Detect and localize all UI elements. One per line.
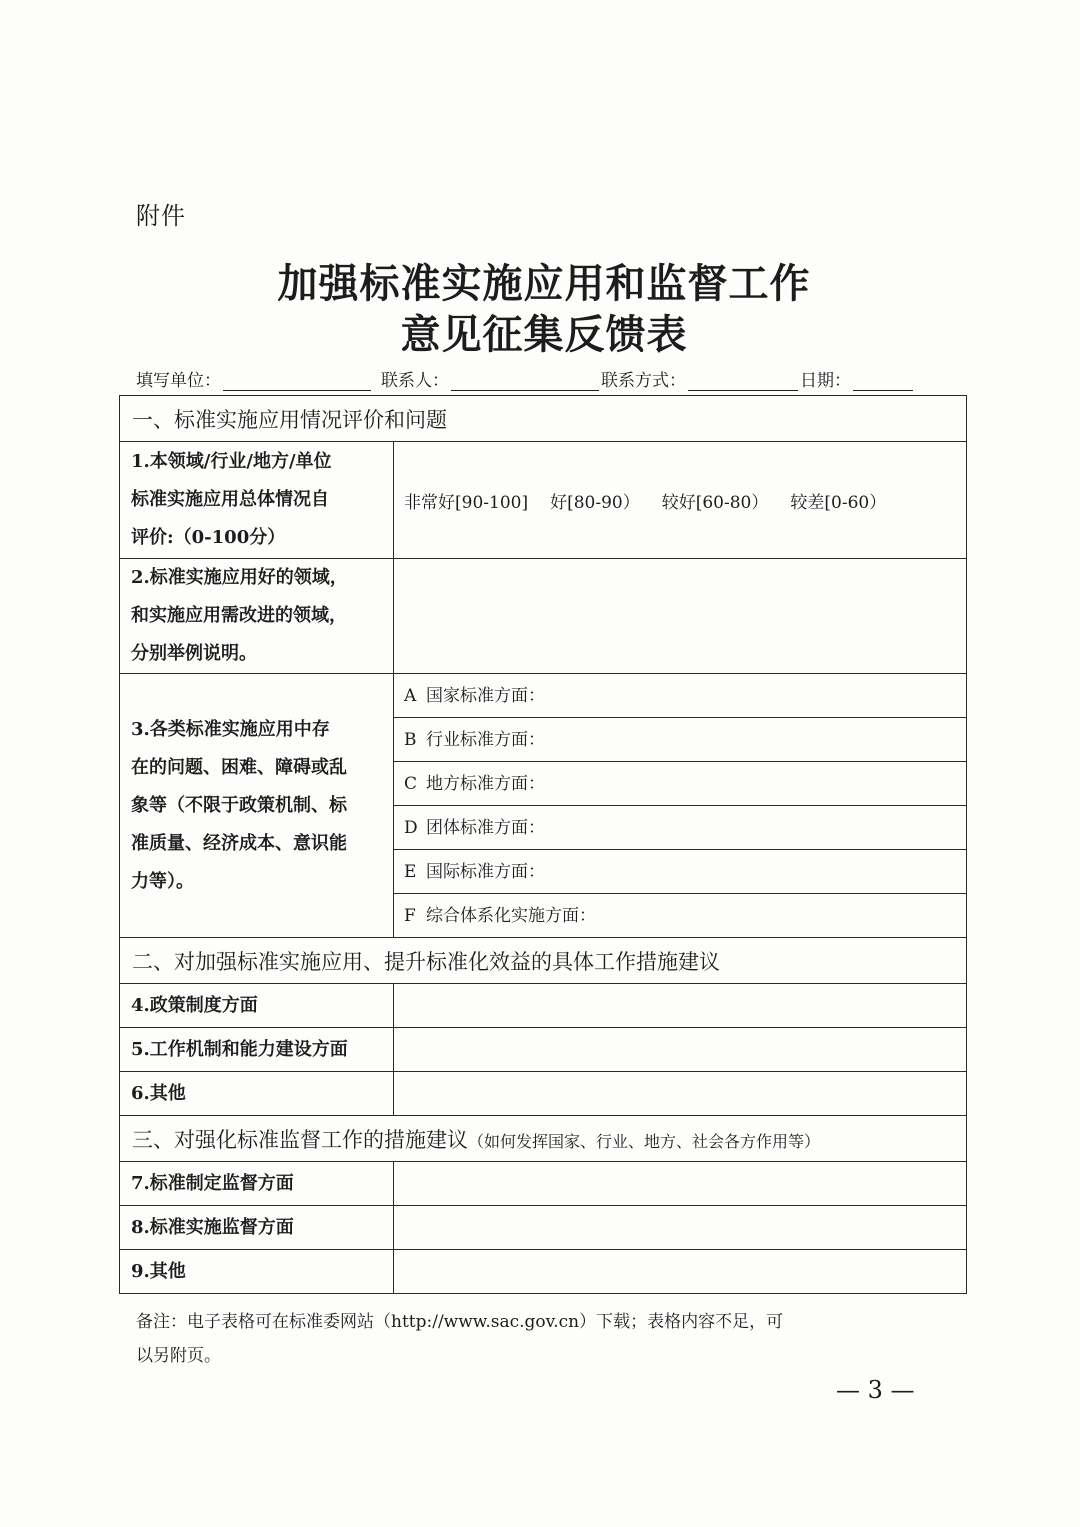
- date-field[interactable]: [853, 370, 913, 391]
- section-2-title: 二、对加强标准实施应用、提升标准化效益的具体工作措施建议: [120, 938, 967, 984]
- feedback-table: [119, 395, 967, 1294]
- q7-answer-field[interactable]: [394, 1162, 967, 1206]
- rating-option-excellent[interactable]: 非常好[90-100]: [404, 492, 529, 513]
- q5-label: 5.工作机制和能力建设方面: [120, 1028, 394, 1072]
- rating-options: [394, 488, 966, 513]
- q6-label: 6.其他: [120, 1072, 394, 1116]
- section-1-title: 一、标准实施应用情况评价和问题: [120, 396, 967, 442]
- rating-option-good[interactable]: 好[80-90）: [550, 492, 640, 513]
- page-number: — 3 —: [836, 1376, 915, 1404]
- q1-answer-cell: [394, 442, 967, 559]
- contact-field[interactable]: [451, 370, 599, 391]
- q4-label: 4.政策制度方面: [120, 984, 394, 1028]
- q6-row: [120, 1072, 967, 1116]
- q3-sub-f[interactable]: F 综合体系化实施方面：: [394, 894, 967, 938]
- q7-label: 7.标准制定监督方面: [120, 1162, 394, 1206]
- q7-row: [120, 1162, 967, 1206]
- title-line-1: 加强标准实施应用和监督工作: [277, 260, 811, 307]
- q2-row: [120, 559, 967, 674]
- q5-row: [120, 1028, 967, 1072]
- contact-label: 联系人：: [381, 371, 449, 391]
- q9-answer-field[interactable]: [394, 1250, 967, 1294]
- section-1-row: [120, 396, 967, 442]
- rating-option-fair[interactable]: 较好[60-80）: [661, 492, 769, 513]
- section-3-note: （如何发挥国家、行业、地方、社会各方作用等）: [468, 1131, 821, 1151]
- section-3-title: 三、对强化标准监督工作的措施建议（如何发挥国家、行业、地方、社会各方作用等）: [120, 1116, 967, 1162]
- unit-label: 填写单位：: [136, 371, 221, 391]
- q8-answer-field[interactable]: [394, 1206, 967, 1250]
- title-line-2: 意见征集反馈表: [400, 311, 688, 358]
- q8-label: 8.标准实施监督方面: [120, 1206, 394, 1250]
- rating-option-poor[interactable]: 较差[0-60）: [790, 492, 887, 513]
- q9-label: 9.其他: [120, 1250, 394, 1294]
- q6-answer-field[interactable]: [394, 1072, 967, 1116]
- q9-row: [120, 1250, 967, 1294]
- method-label: 联系方式：: [601, 371, 686, 391]
- q8-row: [120, 1206, 967, 1250]
- q2-label: 2.标准实施应用好的领域， 和实施应用需改进的领域， 分别举例说明。: [120, 559, 394, 674]
- footnote: 备注：电子表格可在标准委网站（http://www.sac.gov.cn）下载；表格内容不足，可 以另附页。: [136, 1312, 784, 1366]
- q3-row-a: [120, 674, 967, 718]
- section-2-row: [120, 938, 967, 984]
- q3-sub-e[interactable]: E 国际标准方面：: [394, 850, 967, 894]
- q4-answer-field[interactable]: [394, 984, 967, 1028]
- method-field[interactable]: [688, 370, 798, 391]
- q1-label: 1.本领域/行业/地方/单位 标准实施应用总体情况自 评价:（0-100分）: [120, 442, 394, 559]
- fill-in-row: [136, 366, 915, 391]
- attachment-label: 附件: [136, 202, 186, 230]
- q3-label: 3.各类标准实施应用中存 在的问题、困难、障碍或乱 象等（不限于政策机制、标 准质量、经济成本、意识能 力等）。: [120, 674, 394, 938]
- unit-field[interactable]: [223, 370, 371, 391]
- q3-sub-c[interactable]: C 地方标准方面：: [394, 762, 967, 806]
- q1-row: [120, 442, 967, 559]
- q3-sub-b[interactable]: B 行业标准方面：: [394, 718, 967, 762]
- q2-answer-field[interactable]: [394, 559, 967, 674]
- q4-row: [120, 984, 967, 1028]
- q3-sub-a[interactable]: A 国家标准方面：: [394, 674, 967, 718]
- date-label: 日期：: [800, 371, 851, 391]
- q3-sub-d[interactable]: D 团体标准方面：: [394, 806, 967, 850]
- section-3-row: [120, 1116, 967, 1162]
- q5-answer-field[interactable]: [394, 1028, 967, 1072]
